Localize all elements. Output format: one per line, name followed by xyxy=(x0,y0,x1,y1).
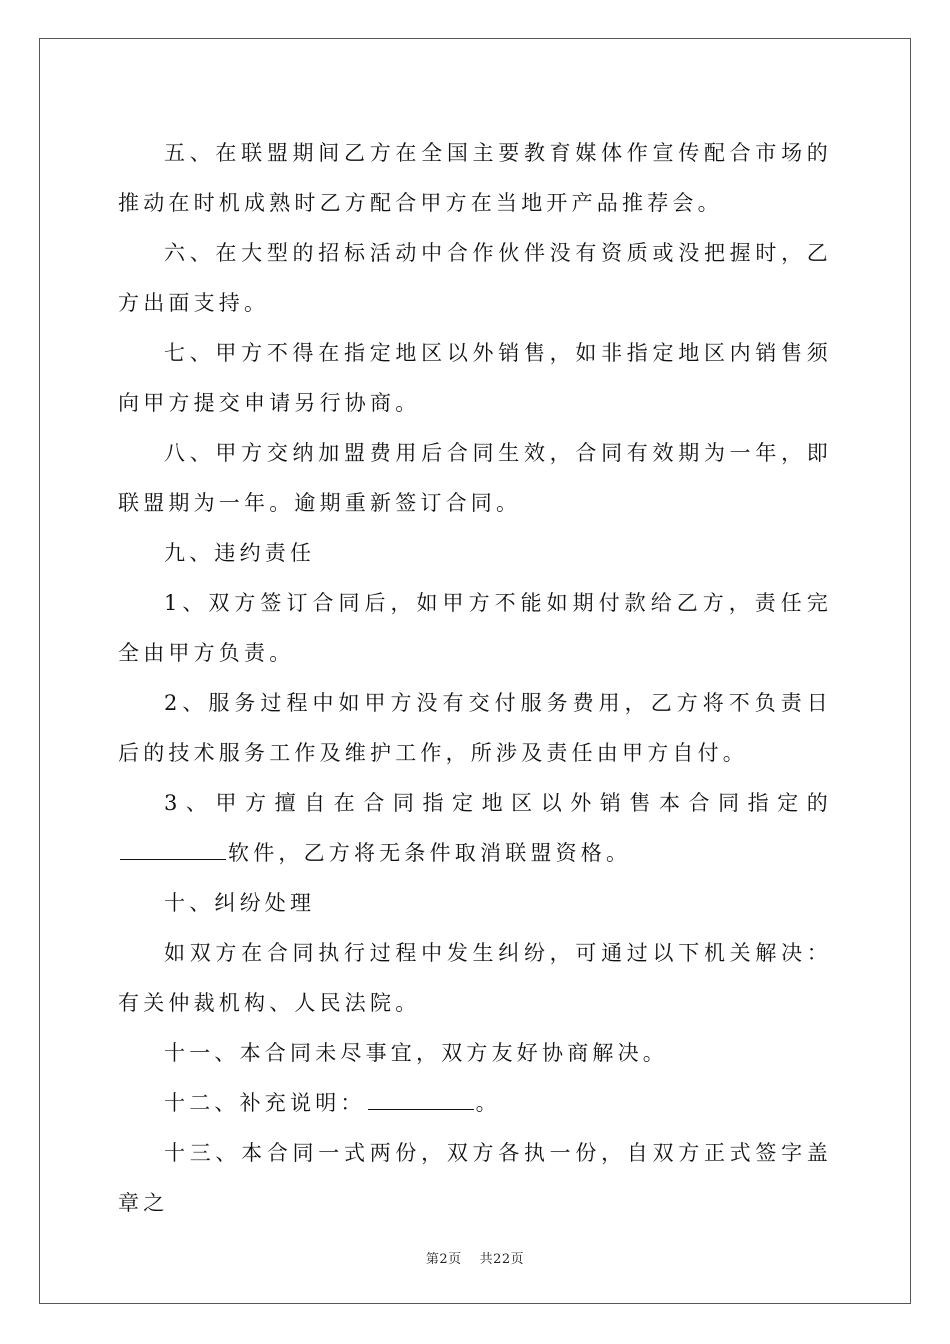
breach-item-3-text-after: 软件，乙方将无条件取消联盟资格。 xyxy=(228,841,632,865)
breach-item-3 xyxy=(118,778,832,878)
section-heading-breach-liability: 九、违约责任 xyxy=(164,541,316,565)
clause-13: 十三、本合同一式两份，双方各执一份，自双方正式签字盖章之 xyxy=(118,1141,832,1215)
clause-5: 五、在联盟期间乙方在全国主要教育媒体作宣传配合市场的推动在时机成熟时乙方配合甲方在当地开产品推荐会。 xyxy=(118,141,832,215)
clause-11: 十一、本合同未尽事宜，双方友好协商解决。 xyxy=(164,1041,668,1065)
breach-item-2: 2、服务过程中如甲方没有交付服务费用，乙方将不负责日后的技术服务工作及维护工作，所涉及责任由甲方自付。 xyxy=(118,691,832,765)
clause-12-end: 。 xyxy=(475,1091,501,1115)
clause-12-label: 十二、补充说明： xyxy=(164,1091,366,1115)
clause-7: 七、甲方不得在指定地区以外销售，如非指定地区内销售须向甲方提交申请另行协商。 xyxy=(118,341,832,415)
document-body xyxy=(118,128,832,1228)
fill-in-blank-software xyxy=(120,841,226,860)
breach-item-3-text-before: 3、甲方擅自在合同指定地区以外销售本合同指定的 xyxy=(164,791,832,815)
clause-8: 八、甲方交纳加盟费用后合同生效，合同有效期为一年，即联盟期为一年。逾期重新签订合同。 xyxy=(118,441,832,515)
dispute-resolution-text: 如双方在合同执行过程中发生纠纷，可通过以下机关解决：有关仲裁机构、人民法院。 xyxy=(118,941,832,1015)
current-page-number: 第2页 xyxy=(425,1252,462,1267)
fill-in-blank-supplement xyxy=(368,1091,474,1110)
breach-item-1: 1、双方签订合同后，如甲方不能如期付款给乙方，责任完全由甲方负责。 xyxy=(118,591,832,665)
section-heading-dispute: 十、纠纷处理 xyxy=(164,891,316,915)
total-pages: 共22页 xyxy=(479,1252,525,1267)
clause-6: 六、在大型的招标活动中合作伙伴没有资质或没把握时，乙方出面支持。 xyxy=(118,241,832,315)
page-footer xyxy=(0,1248,950,1267)
clause-12 xyxy=(118,1078,832,1128)
